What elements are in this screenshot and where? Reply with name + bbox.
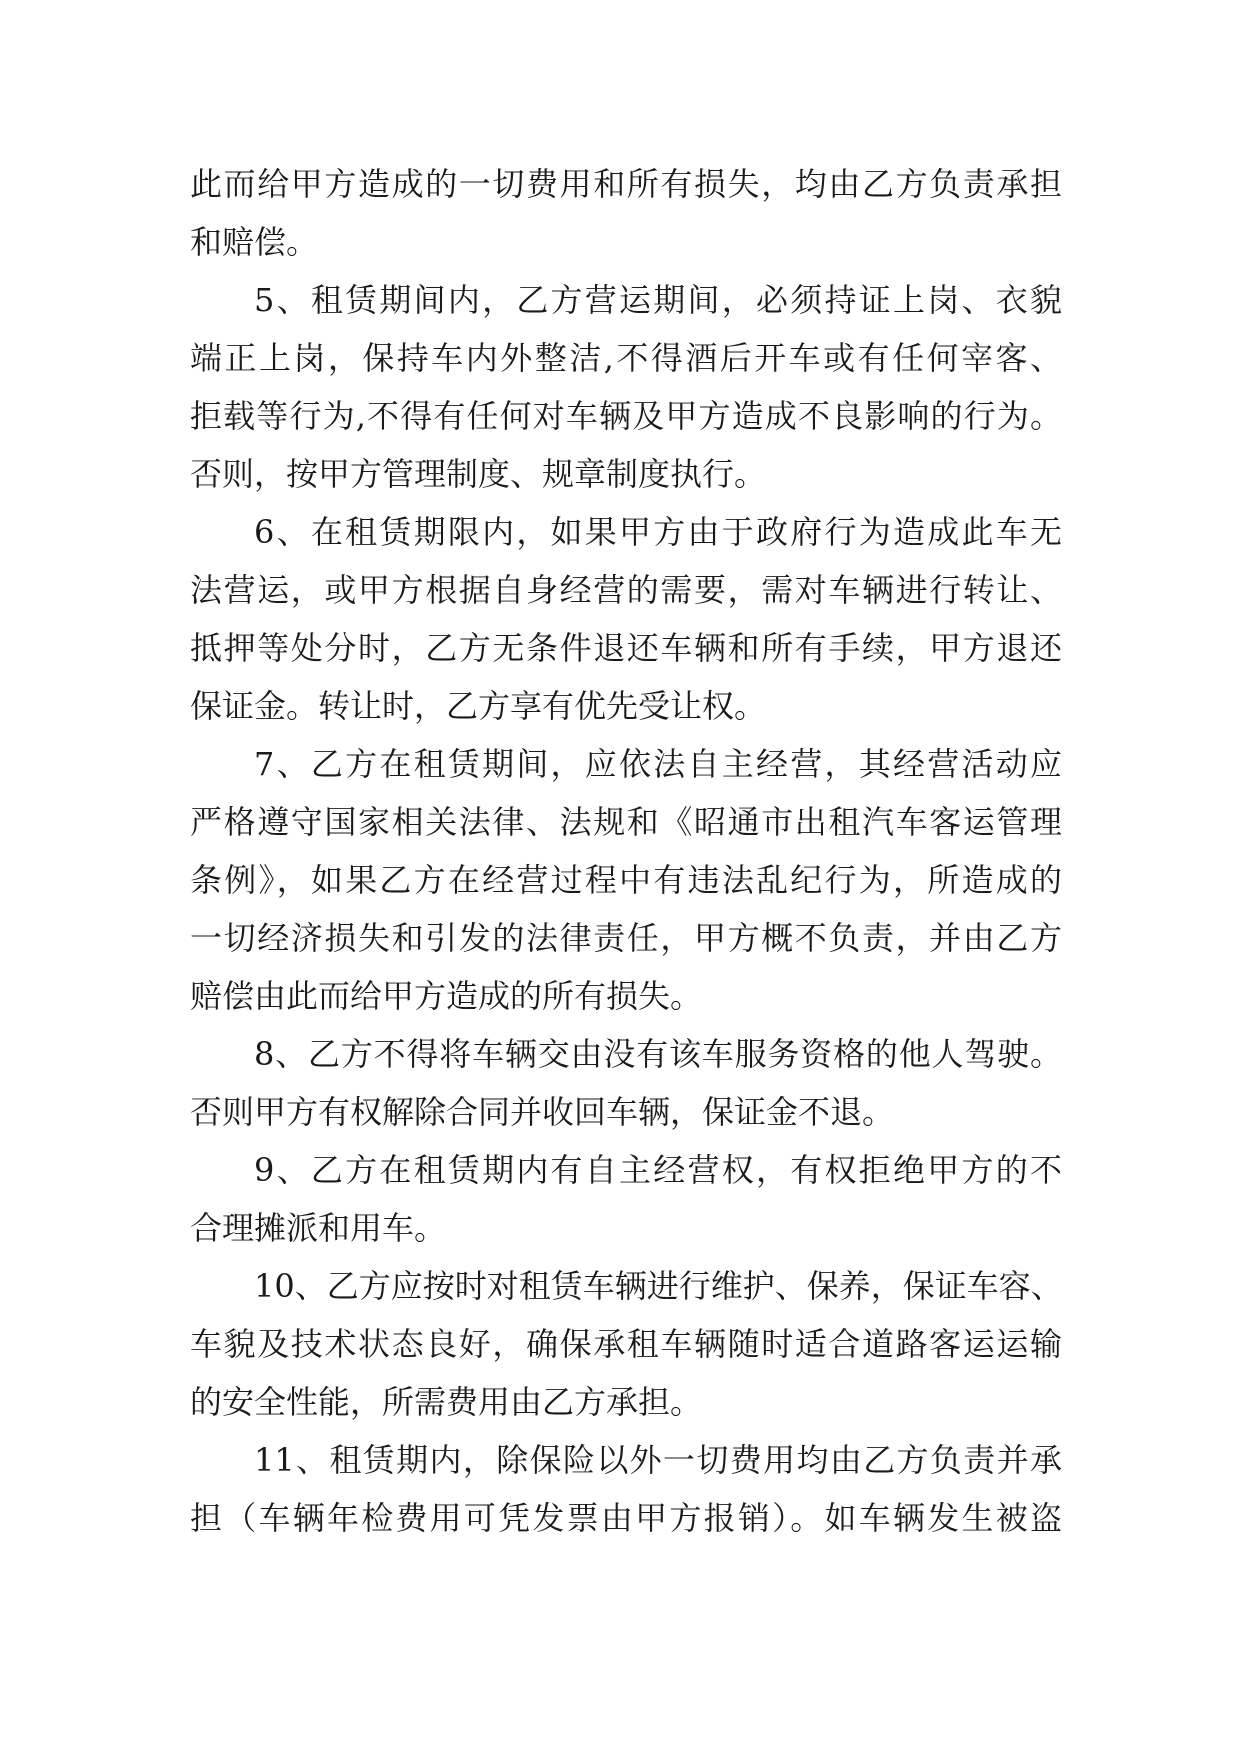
text-line: 10、乙方应按时对租赁车辆进行维护、保养，保证车容、 [254,1267,1063,1305]
text-line: 法营运，或甲方根据自身经营的需要，需对车辆进行转让、 [190,571,1062,609]
text-line: 严格遵守国家相关法律、法规和《昭通市出租汽车客运管理 [190,803,1062,841]
text-line: 此而给甲方造成的一切费用和所有损失，均由乙方负责承担 [190,165,1062,203]
text-line: 11、租赁期内，除保险以外一切费用均由乙方负责并承 [254,1441,1062,1479]
text-line: 担（车辆年检费用可凭发票由甲方报销）。如车辆发生被盗 [190,1499,1062,1537]
text-line: 抵押等处分时，乙方无条件退还车辆和所有手续，甲方退还 [190,629,1062,667]
text-line: 和赔偿。 [190,223,319,261]
text-line: 8、乙方不得将车辆交由没有该车服务资格的他人驾驶。 [254,1035,1062,1073]
text-line: 保证金。转让时，乙方享有优先受让权。 [190,687,767,725]
text-line: 否则甲方有权解除合同并收回车辆，保证金不退。 [190,1093,895,1131]
text-line: 6、在租赁期限内，如果甲方由于政府行为造成此车无 [254,513,1062,551]
text-line: 7、乙方在租赁期间，应依法自主经营，其经营活动应 [254,745,1062,783]
text-line: 合理摊派和用车。 [190,1209,447,1247]
text-line: 车貌及技术状态良好，确保承租车辆随时适合道路客运运输 [190,1325,1062,1363]
text-line: 赔偿由此而给甲方造成的所有损失。 [190,977,703,1015]
text-line: 否则，按甲方管理制度、规章制度执行。 [190,455,767,493]
text-line: 9、乙方在租赁期内有自主经营权，有权拒绝甲方的不 [254,1151,1062,1189]
text-line: 一切经济损失和引发的法律责任，甲方概不负责，并由乙方 [190,919,1062,957]
contract-body-text [190,155,1062,1547]
text-line: 5、租赁期间内，乙方营运期间，必须持证上岗、衣貌 [254,281,1062,319]
text-line: 端正上岗，保持车内外整洁,不得酒后开车或有任何宰客、 [190,339,1062,377]
text-line: 条例》，如果乙方在经营过程中有违法乱纪行为，所造成的 [190,861,1062,899]
text-line: 拒载等行为,不得有任何对车辆及甲方造成不良影响的行为。 [190,397,1062,435]
text-line: 的安全性能，所需费用由乙方承担。 [190,1383,703,1421]
